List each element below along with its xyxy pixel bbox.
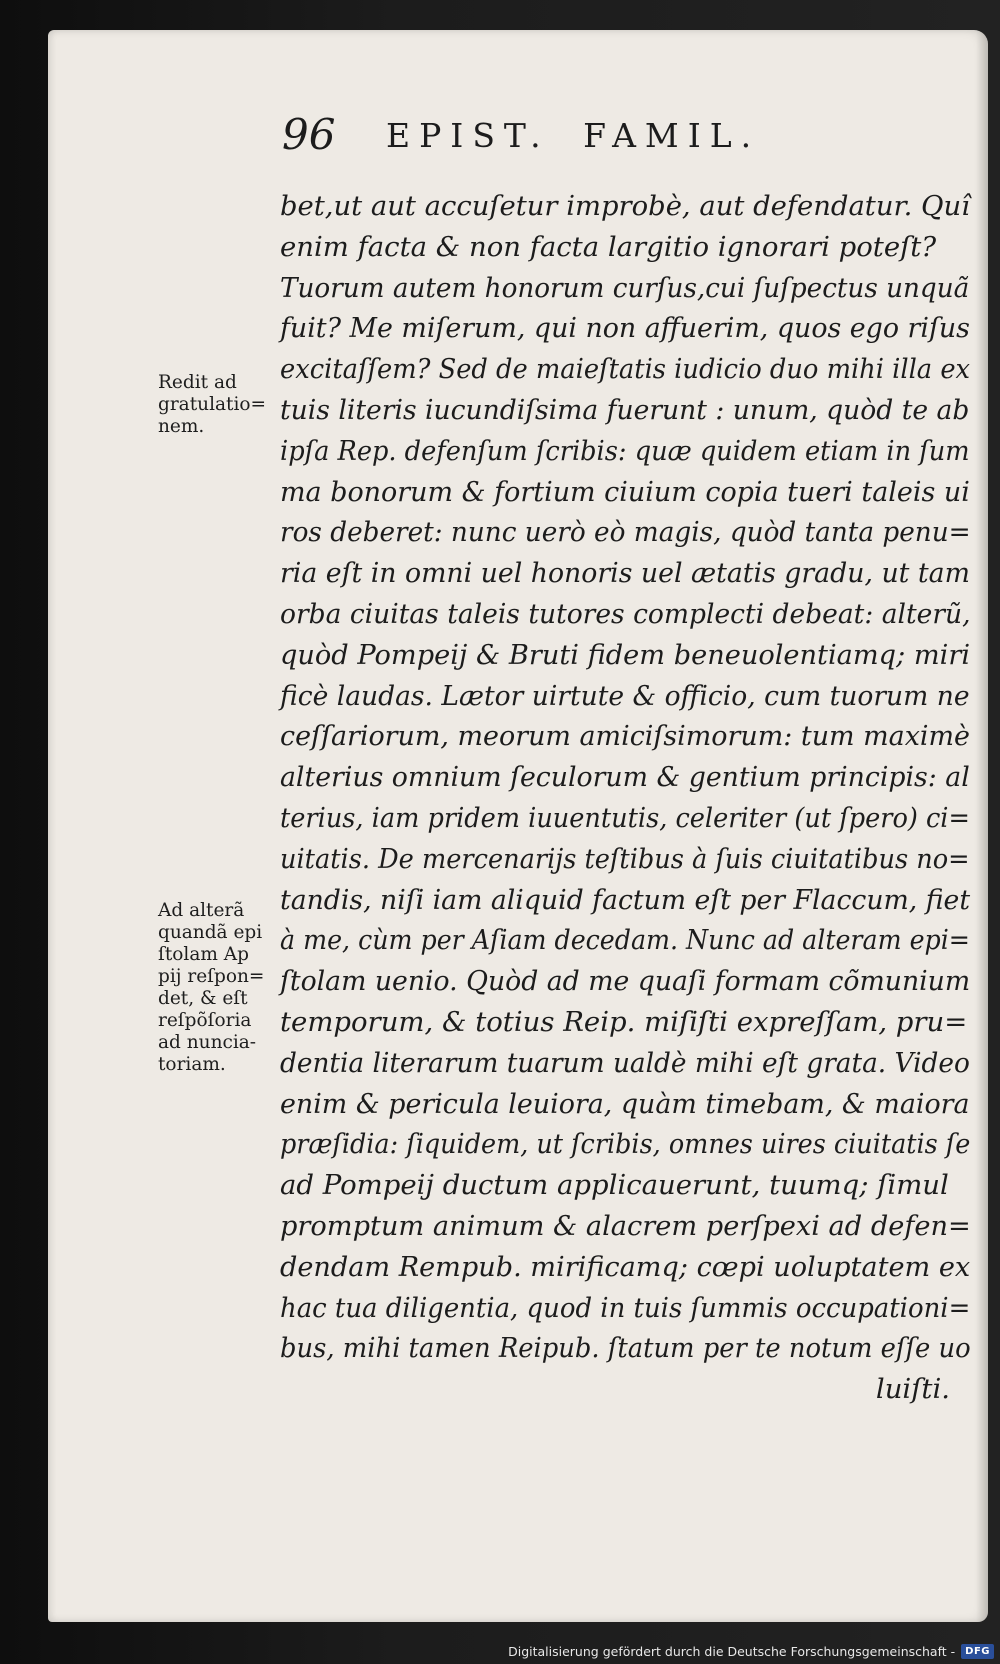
text-line: enim facta & non facta largitio ignorari poteſt? bbox=[280, 230, 937, 263]
text-line: ria eſt in omni uel honoris uel ætatis gradu, ut tam bbox=[280, 557, 970, 590]
text-line: luiſti. bbox=[875, 1373, 950, 1406]
text-line: ipſa Rep. defenſum ſcribis: quæ quidem etiam in ſum bbox=[280, 434, 970, 467]
margin-note-line: gratulatio= bbox=[158, 394, 267, 415]
text-line: tuis literis iucundiſsima fuerunt : unum, quòd te ab bbox=[280, 393, 970, 426]
page-edge-shadow bbox=[976, 30, 988, 1622]
text-line: alterius omnium ſeculorum & gentium principis: al bbox=[280, 761, 970, 794]
text-line: enim & pericula leuiora, quàm timebam, & maiora bbox=[280, 1087, 970, 1120]
margin-note-line: Redit ad bbox=[158, 372, 237, 393]
text-line: promptum animum & alacrem perſpexi ad defen= bbox=[280, 1209, 971, 1242]
body-text bbox=[280, 186, 971, 1410]
page-number: 96 bbox=[282, 110, 336, 159]
text-line: fuit? Me miſerum, qui non affuerim, quos ego riſus bbox=[280, 312, 970, 345]
text-line: bus, mihi tamen Reipub. ſtatum per te notum eſſe uo bbox=[280, 1332, 971, 1365]
digitization-footer bbox=[508, 1640, 994, 1662]
margin-note-line: pij reſpon= bbox=[158, 966, 265, 987]
text-line: terius, iam pridem iuuentutis, celeriter (ut ſpero) ci= bbox=[280, 801, 970, 834]
margin-note-ad-alteram bbox=[158, 900, 264, 1076]
margin-note-line: ſtolam Ap bbox=[158, 944, 249, 965]
text-line: dentia literarum tuarum ualdè mihi eſt grata. Video bbox=[280, 1046, 970, 1079]
book-page bbox=[48, 30, 988, 1622]
text-line: ros deberet: nunc uerò eò magis, quòd tanta penu= bbox=[280, 516, 971, 549]
text-line: ma bonorum & fortium ciuium copia tueri taleis ui bbox=[280, 475, 970, 508]
text-line: Tuorum autem honorum curſus,cui ſuſpectus unquã bbox=[280, 271, 970, 304]
text-line: hac tua diligentia, quod in tuis ſummis occupationi= bbox=[280, 1291, 971, 1324]
margin-note-redit bbox=[158, 372, 266, 438]
margin-note-line: toriam. bbox=[158, 1054, 226, 1075]
running-head: EPIST. FAMIL. bbox=[386, 116, 761, 155]
dfg-logo: DFG bbox=[961, 1644, 994, 1659]
footer-credit: Digitalisierung gefördert durch die Deutsche Forschungsgemeinschaft - bbox=[508, 1643, 956, 1659]
margin-note-line: ad nuncia- bbox=[158, 1032, 257, 1053]
text-line: ſtolam uenio. Quòd ad me quaſi formam cõmunium bbox=[280, 965, 971, 998]
margin-note-line: det, & eſt bbox=[158, 988, 248, 1009]
text-line: excitaſſem? Sed de maieſtatis iudicio duo mihi illa ex bbox=[280, 353, 971, 386]
margin-note-line: nem. bbox=[158, 416, 205, 437]
text-line: à me, cùm per Aſiam decedam. Nunc ad alteram epi= bbox=[280, 924, 970, 957]
text-line: ficè laudas. Lætor uirtute & officio, cum tuorum ne bbox=[280, 679, 970, 712]
text-line: ad Pompeij ductum applicauerunt, tuumq; ſimul bbox=[280, 1169, 949, 1202]
text-line: dendam Rempub. mirificamq; cœpi uoluptatem ex bbox=[280, 1250, 971, 1283]
text-line: quòd Pompeij & Bruti fidem beneuolentiamq; miri bbox=[280, 638, 971, 671]
text-line: tandis, niſi iam aliquid factum eſt per Flaccum, fiet bbox=[280, 883, 971, 916]
text-line: uitatis. De mercenarijs teſtibus à ſuis ciuitatibus no= bbox=[280, 842, 970, 875]
margin-note-line: Ad alterã bbox=[158, 900, 245, 921]
margin-note-line: reſpõſoria bbox=[158, 1010, 252, 1031]
text-line: temporum, & totius Reip. miſiſti expreſſam, pru= bbox=[280, 1005, 968, 1038]
text-line: præſidia: ſiquidem, ut ſcribis, omnes uires ciuitatis ſe bbox=[280, 1128, 971, 1161]
text-line: orba ciuitas taleis tutores complecti debeat: alterũ, bbox=[280, 597, 971, 630]
page-header bbox=[282, 110, 882, 180]
text-line: bet,ut aut accuſetur improbè, aut defendatur. Quî bbox=[280, 190, 970, 222]
margin-note-line: quandã epi bbox=[158, 922, 263, 943]
text-line: ceſſariorum, meorum amiciſsimorum: tum maximè bbox=[280, 720, 970, 753]
